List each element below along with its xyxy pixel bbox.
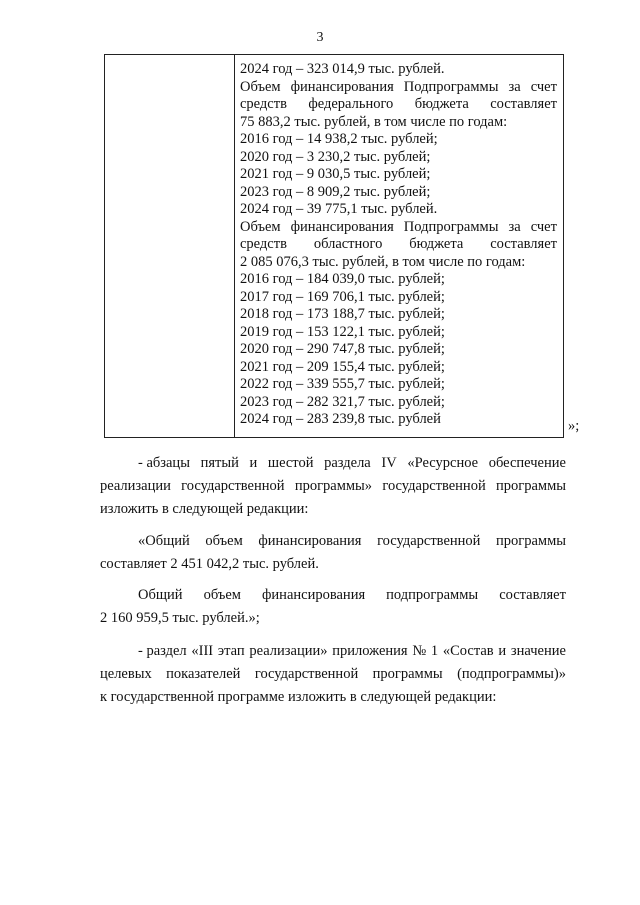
closing-quote-mark: »; xyxy=(568,418,580,434)
table-line: 2024 год – 323 014,9 тыс. рублей. xyxy=(240,61,445,77)
word: финансирования xyxy=(262,587,366,603)
word: Подпрограммы xyxy=(403,78,499,95)
word: приложения xyxy=(332,643,408,659)
paragraph-line xyxy=(100,530,566,553)
word: финансирования xyxy=(258,533,362,549)
table-right-cell xyxy=(235,55,563,437)
paragraph-subprogram-financing xyxy=(100,584,566,630)
financing-table xyxy=(104,54,564,438)
paragraph-line: изложить в следующей редакции: xyxy=(100,501,309,517)
table-line: 2016 год – 14 938,2 тыс. рублей; xyxy=(240,131,438,147)
word: Объем xyxy=(240,78,281,95)
table-line: 2021 год – 9 030,5 тыс. рублей; xyxy=(240,166,431,182)
word: (подпрограммы)» xyxy=(457,666,566,682)
word: реализации xyxy=(100,478,171,494)
word: «III xyxy=(191,643,214,659)
word: объем xyxy=(203,587,241,603)
table-line: 2017 год – 169 706,1 тыс. рублей; xyxy=(240,288,445,305)
paragraph-line: к государственной программе изложить в следующей редакции: xyxy=(100,689,497,705)
word: счет xyxy=(530,78,557,95)
word: № xyxy=(412,643,427,659)
paragraph-section-iv xyxy=(100,452,566,521)
word: составляет xyxy=(490,96,557,112)
table-line: 75 883,2 тыс. рублей, в том числе по годам: xyxy=(240,113,508,130)
table-line: 2018 год – 173 188,7 тыс. рублей; xyxy=(240,306,445,322)
word: Объем xyxy=(240,218,281,235)
page-number: 3 xyxy=(316,30,324,45)
word: программы» xyxy=(294,478,373,494)
paragraph-line xyxy=(100,452,566,475)
word: - абзацы xyxy=(138,455,190,471)
word: реализации» xyxy=(249,643,328,659)
table-line: 2022 год – 339 555,7 тыс. рублей; xyxy=(240,376,445,392)
word: - раздел xyxy=(138,643,187,659)
paragraph-line: составляет 2 451 042,2 тыс. рублей. xyxy=(100,556,319,572)
word: за xyxy=(508,218,521,235)
paragraph-line xyxy=(100,584,566,607)
word: и xyxy=(498,643,507,659)
word: объем xyxy=(205,533,243,549)
word: составляет xyxy=(499,587,566,603)
word: финансирования xyxy=(290,218,394,235)
word: «Состав xyxy=(442,643,494,659)
word: программы xyxy=(496,533,566,549)
table-line: 2023 год – 8 909,2 тыс. рублей; xyxy=(240,183,431,200)
word: бюджета xyxy=(409,236,464,252)
table-justified-line xyxy=(240,219,557,237)
word: шестой xyxy=(267,455,314,471)
paragraph-total-financing xyxy=(100,530,566,576)
word: целевых xyxy=(100,666,152,682)
word: бюджета xyxy=(414,96,469,112)
word: и xyxy=(249,455,258,471)
table-line: 2020 год – 290 747,8 тыс. рублей; xyxy=(240,341,445,357)
word: Общий xyxy=(138,587,183,603)
table-line: 2021 год – 209 155,4 тыс. рублей; xyxy=(240,358,445,375)
word: программы xyxy=(372,666,443,682)
word: средств xyxy=(240,96,287,112)
table-line: 2020 год – 3 230,2 тыс. рублей; xyxy=(240,148,431,165)
word: «Ресурсное xyxy=(407,455,479,471)
word: счет xyxy=(530,218,557,235)
word: 1 xyxy=(430,643,439,659)
word: «Общий xyxy=(138,533,190,549)
word: IV xyxy=(381,455,397,471)
table-line: 2016 год – 184 039,0 тыс. рублей; xyxy=(240,271,445,287)
paragraph-line: 2 160 959,5 тыс. рублей.»; xyxy=(100,610,260,626)
word: государственной xyxy=(181,478,285,494)
word: программы xyxy=(496,478,566,494)
table-justified-line xyxy=(240,236,557,254)
word: финансирования xyxy=(290,78,394,95)
word: Подпрограммы xyxy=(403,218,499,235)
word: средств xyxy=(240,236,287,252)
word: обеспечение xyxy=(488,455,566,471)
word: государственной xyxy=(254,666,359,682)
word: пятый xyxy=(200,455,239,471)
paragraph-line xyxy=(100,640,566,663)
table-line: 2024 год – 39 775,1 тыс. рублей. xyxy=(240,201,438,217)
word: показателей xyxy=(166,666,241,682)
word: за xyxy=(508,78,521,95)
word: составляет xyxy=(490,236,557,252)
word: подпрограммы xyxy=(386,587,479,603)
paragraph-appendix-section xyxy=(100,640,566,709)
word: государственной xyxy=(377,533,481,549)
paragraph-line xyxy=(100,663,566,686)
table-line: 2 085 076,3 тыс. рублей, в том числе по годам: xyxy=(240,253,526,270)
word: раздела xyxy=(324,455,371,471)
table-justified-line xyxy=(240,79,557,97)
word: этап xyxy=(217,643,245,659)
word: государственной xyxy=(382,478,486,494)
word: значение xyxy=(510,643,566,659)
word: федерального xyxy=(308,96,394,112)
table-line: 2019 год – 153 122,1 тыс. рублей; xyxy=(240,323,445,340)
table-line: 2023 год – 282 321,7 тыс. рублей; xyxy=(240,393,445,410)
table-justified-line xyxy=(240,96,557,114)
paragraph-line xyxy=(100,475,566,498)
table-line: 2024 год – 283 239,8 тыс. рублей xyxy=(240,411,441,427)
word: областного xyxy=(313,236,383,252)
table-left-cell xyxy=(105,55,235,437)
